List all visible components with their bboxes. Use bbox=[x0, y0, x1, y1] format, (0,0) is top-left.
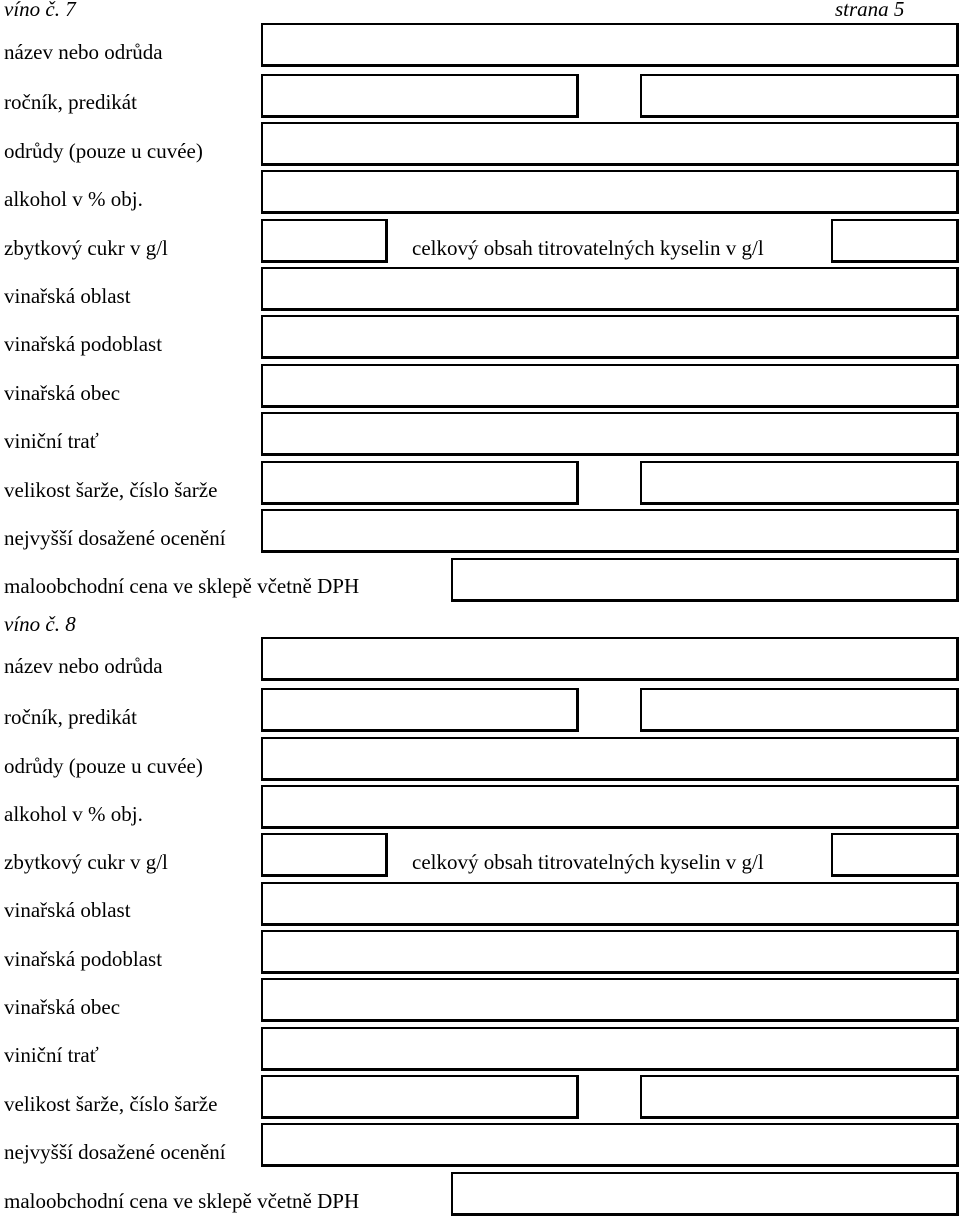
vineyard-field[interactable] bbox=[261, 1027, 959, 1071]
varieties-field[interactable] bbox=[261, 122, 959, 166]
acidity-field[interactable] bbox=[831, 219, 959, 263]
varieties-field[interactable] bbox=[261, 737, 959, 781]
predicate-field[interactable] bbox=[640, 688, 959, 732]
price-label: maloobchodní cena ve sklepě včetně DPH bbox=[4, 574, 360, 598]
price-label: maloobchodní cena ve sklepě včetně DPH bbox=[4, 1189, 360, 1213]
batch-size-field[interactable] bbox=[261, 461, 579, 505]
subregion-label: vinařská podoblast bbox=[4, 332, 163, 356]
residual-sugar-field[interactable] bbox=[261, 219, 388, 263]
region-label: vinařská oblast bbox=[4, 898, 131, 922]
alcohol-label: alkohol v % obj. bbox=[4, 187, 143, 211]
name-label: název nebo odrůda bbox=[4, 654, 163, 678]
batch-label: velikost šarže, číslo šarže bbox=[4, 1092, 218, 1116]
village-field[interactable] bbox=[261, 364, 959, 408]
varieties-label: odrůdy (pouze u cuvée) bbox=[4, 754, 203, 778]
batch-label: velikost šarže, číslo šarže bbox=[4, 478, 218, 502]
region-label: vinařská oblast bbox=[4, 284, 131, 308]
award-label: nejvyšší dosažené ocenění bbox=[4, 1140, 226, 1164]
batch-size-field[interactable] bbox=[261, 1075, 579, 1119]
acidity-label: celkový obsah titrovatelných kyselin v g/l bbox=[412, 850, 764, 874]
residual-sugar-field[interactable] bbox=[261, 833, 388, 877]
name-field[interactable] bbox=[261, 637, 959, 681]
vintage-field[interactable] bbox=[261, 74, 579, 118]
village-label: vinařská obec bbox=[4, 381, 121, 405]
wine-8-title: víno č. 8 bbox=[4, 612, 76, 636]
village-label: vinařská obec bbox=[4, 995, 121, 1019]
predicate-field[interactable] bbox=[640, 74, 959, 118]
subregion-field[interactable] bbox=[261, 930, 959, 974]
alcohol-field[interactable] bbox=[261, 170, 959, 214]
region-field[interactable] bbox=[261, 882, 959, 926]
price-field[interactable] bbox=[451, 1172, 959, 1216]
award-label: nejvyšší dosažené ocenění bbox=[4, 526, 226, 550]
alcohol-field[interactable] bbox=[261, 785, 959, 829]
residual-sugar-label: zbytkový cukr v g/l bbox=[4, 850, 168, 874]
page-number: strana 5 bbox=[835, 0, 905, 21]
residual-sugar-label: zbytkový cukr v g/l bbox=[4, 236, 168, 260]
region-field[interactable] bbox=[261, 267, 959, 311]
name-field[interactable] bbox=[261, 23, 959, 67]
vineyard-label: viniční trať bbox=[4, 1043, 99, 1067]
subregion-field[interactable] bbox=[261, 315, 959, 359]
name-label: název nebo odrůda bbox=[4, 40, 163, 64]
batch-number-field[interactable] bbox=[640, 1075, 959, 1119]
vineyard-field[interactable] bbox=[261, 412, 959, 456]
award-field[interactable] bbox=[261, 509, 959, 553]
village-field[interactable] bbox=[261, 978, 959, 1022]
alcohol-label: alkohol v % obj. bbox=[4, 802, 143, 826]
batch-number-field[interactable] bbox=[640, 461, 959, 505]
wine-7-title: víno č. 7 bbox=[4, 0, 76, 21]
vintage-label: ročník, predikát bbox=[4, 90, 137, 114]
vintage-label: ročník, predikát bbox=[4, 705, 137, 729]
vintage-field[interactable] bbox=[261, 688, 579, 732]
price-field[interactable] bbox=[451, 558, 959, 602]
award-field[interactable] bbox=[261, 1123, 959, 1167]
acidity-field[interactable] bbox=[831, 833, 959, 877]
varieties-label: odrůdy (pouze u cuvée) bbox=[4, 139, 203, 163]
subregion-label: vinařská podoblast bbox=[4, 947, 163, 971]
vineyard-label: viniční trať bbox=[4, 429, 99, 453]
acidity-label: celkový obsah titrovatelných kyselin v g/l bbox=[412, 236, 764, 260]
